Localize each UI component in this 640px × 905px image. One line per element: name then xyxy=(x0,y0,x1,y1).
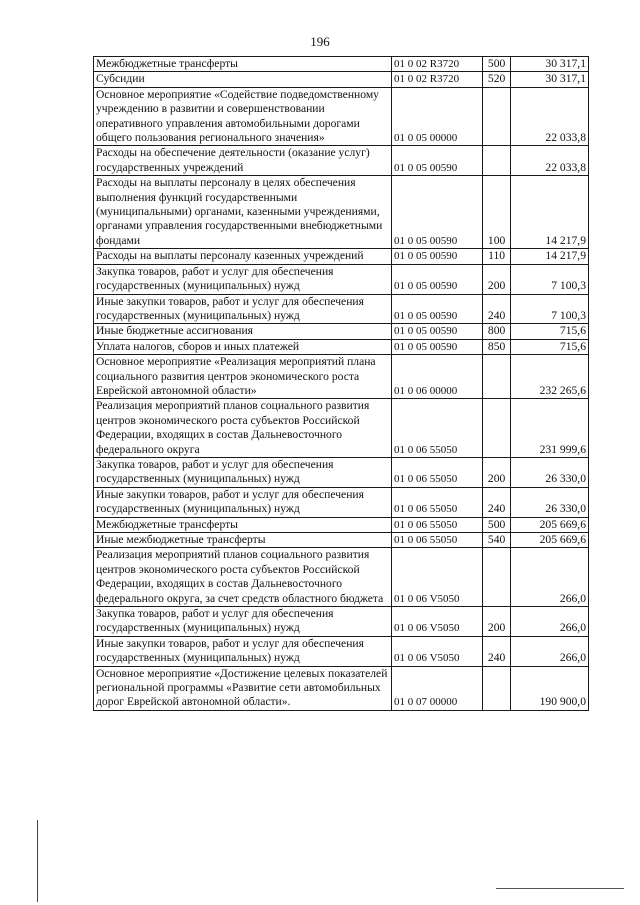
amount-cell: 715,6 xyxy=(511,324,589,339)
budget-table-body xyxy=(94,57,589,711)
margin-line xyxy=(37,820,38,902)
amount-cell: 232 265,6 xyxy=(511,355,589,399)
amount-cell: 14 217,9 xyxy=(511,176,589,249)
table-row xyxy=(94,324,589,339)
amount-cell: 30 317,1 xyxy=(511,57,589,72)
amount-cell: 22 033,8 xyxy=(511,146,589,176)
amount-cell: 7 100,3 xyxy=(511,264,589,294)
table-row xyxy=(94,548,589,607)
amount-cell: 266,0 xyxy=(511,636,589,666)
expense-type-cell xyxy=(482,355,511,399)
expense-type-cell: 100 xyxy=(482,176,511,249)
target-code-cell: 01 0 06 00000 xyxy=(392,355,483,399)
expense-type-cell: 110 xyxy=(482,249,511,264)
amount-cell: 715,6 xyxy=(511,339,589,354)
table-row xyxy=(94,87,589,146)
table-row xyxy=(94,294,589,324)
target-code-cell: 01 0 06 55050 xyxy=(392,399,483,458)
target-code-cell: 01 0 05 00000 xyxy=(392,87,483,146)
target-code-cell: 01 0 05 00590 xyxy=(392,249,483,264)
table-row xyxy=(94,176,589,249)
expense-type-cell: 200 xyxy=(482,607,511,637)
expense-type-cell xyxy=(482,399,511,458)
expense-type-cell: 500 xyxy=(482,57,511,72)
expense-name-cell: Иные межбюджетные трансферты xyxy=(94,533,392,548)
footer-rule xyxy=(496,888,624,889)
expense-name-cell: Основное мероприятие «Реализация мероприятий плана социального развития центров экономического роста Еврейской автономной области» xyxy=(94,355,392,399)
expense-name-cell: Реализация мероприятий планов социального развития центров экономического роста субъектов Российской Федерации, входящих в состав Дальневосточного федерального округа xyxy=(94,399,392,458)
table-row xyxy=(94,636,589,666)
expense-name-cell: Иные закупки товаров, работ и услуг для обеспечения государственных (муниципальных) нужд xyxy=(94,487,392,517)
expense-type-cell: 200 xyxy=(482,457,511,487)
expense-name-cell: Иные закупки товаров, работ и услуг для обеспечения государственных (муниципальных) нужд xyxy=(94,294,392,324)
target-code-cell: 01 0 05 00590 xyxy=(392,176,483,249)
page-number: 196 xyxy=(310,34,330,49)
expense-type-cell: 520 xyxy=(482,72,511,87)
amount-cell: 205 669,6 xyxy=(511,533,589,548)
target-code-cell: 01 0 06 55050 xyxy=(392,533,483,548)
expense-type-cell: 240 xyxy=(482,636,511,666)
target-code-cell: 01 0 06 55050 xyxy=(392,517,483,532)
table-row xyxy=(94,457,589,487)
table-row xyxy=(94,487,589,517)
target-code-cell: 01 0 07 00000 xyxy=(392,666,483,710)
expense-name-cell: Иные закупки товаров, работ и услуг для обеспечения государственных (муниципальных) нужд xyxy=(94,636,392,666)
amount-cell: 190 900,0 xyxy=(511,666,589,710)
table-row xyxy=(94,146,589,176)
amount-cell: 22 033,8 xyxy=(511,87,589,146)
table-row xyxy=(94,72,589,87)
expense-type-cell xyxy=(482,87,511,146)
target-code-cell: 01 0 05 00590 xyxy=(392,264,483,294)
expense-name-cell: Закупка товаров, работ и услуг для обеспечения государственных (муниципальных) нужд xyxy=(94,457,392,487)
target-code-cell: 01 0 02 R3720 xyxy=(392,57,483,72)
expense-type-cell: 240 xyxy=(482,294,511,324)
table-row xyxy=(94,339,589,354)
expense-type-cell: 800 xyxy=(482,324,511,339)
expense-name-cell: Расходы на выплаты персоналу в целях обеспечения выполнения функций государственными (муниципальными) органами, казенными учреждениями, органами управления государственными внебюджетными фондами xyxy=(94,176,392,249)
expense-name-cell: Уплата налогов, сборов и иных платежей xyxy=(94,339,392,354)
expense-name-cell: Закупка товаров, работ и услуг для обеспечения государственных (муниципальных) нужд xyxy=(94,264,392,294)
table-row xyxy=(94,355,589,399)
amount-cell: 7 100,3 xyxy=(511,294,589,324)
table-row xyxy=(94,249,589,264)
target-code-cell: 01 0 02 R3720 xyxy=(392,72,483,87)
table-row xyxy=(94,57,589,72)
budget-table xyxy=(93,56,589,711)
expense-type-cell: 500 xyxy=(482,517,511,532)
expense-type-cell xyxy=(482,666,511,710)
target-code-cell: 01 0 05 00590 xyxy=(392,294,483,324)
amount-cell: 14 217,9 xyxy=(511,249,589,264)
amount-cell: 205 669,6 xyxy=(511,517,589,532)
amount-cell: 266,0 xyxy=(511,607,589,637)
table-row xyxy=(94,264,589,294)
expense-name-cell: Основное мероприятие «Содействие подведомственному учреждению в развитии и совершенствовании оперативного управления автомобильными дорогами общего пользования регионального значения» xyxy=(94,87,392,146)
target-code-cell: 01 0 05 00590 xyxy=(392,339,483,354)
target-code-cell: 01 0 06 V5050 xyxy=(392,607,483,637)
expense-name-cell: Межбюджетные трансферты xyxy=(94,57,392,72)
amount-cell: 231 999,6 xyxy=(511,399,589,458)
expense-name-cell: Реализация мероприятий планов социального развития центров экономического роста субъектов Российской Федерации, входящих в состав Дальневосточного федерального округа, за счет средств областного бюджета xyxy=(94,548,392,607)
target-code-cell: 01 0 06 55050 xyxy=(392,457,483,487)
amount-cell: 266,0 xyxy=(511,548,589,607)
expense-name-cell: Межбюджетные трансферты xyxy=(94,517,392,532)
amount-cell: 30 317,1 xyxy=(511,72,589,87)
expense-type-cell: 240 xyxy=(482,487,511,517)
target-code-cell: 01 0 06 V5050 xyxy=(392,636,483,666)
table-row xyxy=(94,607,589,637)
table-row xyxy=(94,533,589,548)
target-code-cell: 01 0 05 00590 xyxy=(392,146,483,176)
expense-type-cell: 200 xyxy=(482,264,511,294)
expense-name-cell: Иные бюджетные ассигнования xyxy=(94,324,392,339)
expense-name-cell: Расходы на обеспечение деятельности (оказание услуг) государственных учреждений xyxy=(94,146,392,176)
table-row xyxy=(94,399,589,458)
expense-name-cell: Субсидии xyxy=(94,72,392,87)
target-code-cell: 01 0 06 55050 xyxy=(392,487,483,517)
table-row xyxy=(94,666,589,710)
amount-cell: 26 330,0 xyxy=(511,487,589,517)
expense-type-cell xyxy=(482,146,511,176)
expense-type-cell: 850 xyxy=(482,339,511,354)
expense-type-cell xyxy=(482,548,511,607)
expense-name-cell: Закупка товаров, работ и услуг для обеспечения государственных (муниципальных) нужд xyxy=(94,607,392,637)
expense-name-cell: Расходы на выплаты персоналу казенных учреждений xyxy=(94,249,392,264)
target-code-cell: 01 0 06 V5050 xyxy=(392,548,483,607)
expense-name-cell: Основное мероприятие «Достижение целевых показателей региональной программы «Развитие сети автомобильных дорог Еврейской автономной области». xyxy=(94,666,392,710)
expense-type-cell: 540 xyxy=(482,533,511,548)
target-code-cell: 01 0 05 00590 xyxy=(392,324,483,339)
amount-cell: 26 330,0 xyxy=(511,457,589,487)
table-row xyxy=(94,517,589,532)
